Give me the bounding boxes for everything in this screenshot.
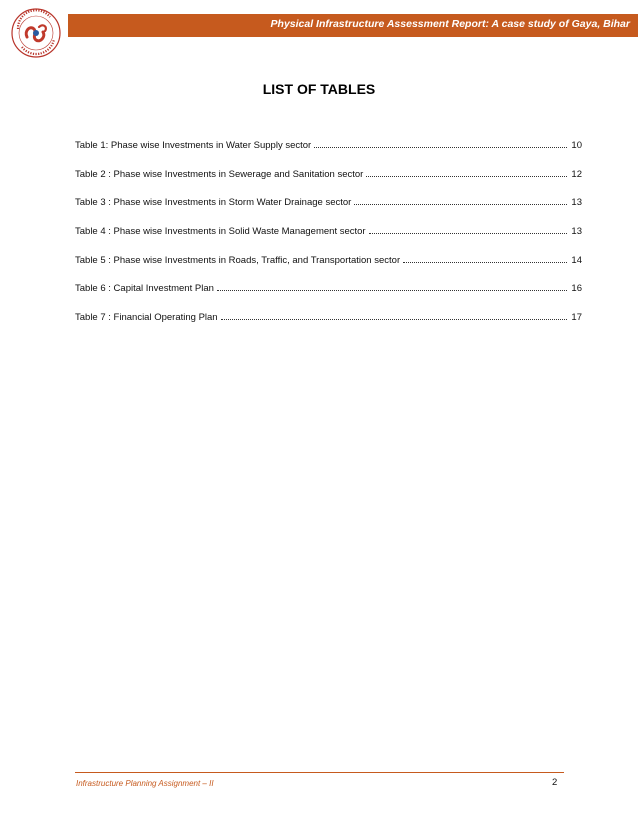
toc-entry-page: 13 <box>571 197 582 209</box>
dot-leader <box>217 282 567 291</box>
toc-entry-label: Table 2 : Phase wise Investments in Sewerage and Sanitation sector <box>75 168 364 180</box>
toc-entry-label: Table 1: Phase wise Investments in Water Supply sector <box>75 140 312 151</box>
page-number: 2 <box>552 777 558 788</box>
list-of-tables <box>75 139 582 340</box>
dot-leader <box>221 311 567 320</box>
toc-entry-label: Table 3 : Phase wise Investments in Storm Water Drainage sector <box>75 197 352 209</box>
toc-entry-label: Table 7 : Financial Operating Plan <box>75 312 218 324</box>
toc-entry-page: 10 <box>571 140 582 151</box>
toc-entry-label: Table 5 : Phase wise Investments in Roads, Traffic, and Transportation sector <box>75 254 401 266</box>
dot-leader <box>403 254 567 263</box>
toc-entry-table-1[interactable] <box>75 139 582 151</box>
toc-entry-page: 13 <box>571 226 582 238</box>
toc-entry-table-7[interactable] <box>75 311 582 323</box>
toc-entry-table-4[interactable] <box>75 225 582 237</box>
toc-entry-table-3[interactable] <box>75 196 582 208</box>
header-title: Physical Infrastructure Assessment Report: A case study of Gaya, Bihar <box>270 18 630 30</box>
toc-entry-label: Table 6 : Capital Investment Plan <box>75 283 214 295</box>
dot-leader <box>366 168 567 177</box>
footer-text: Infrastructure Planning Assignment – II <box>76 779 214 788</box>
toc-entry-table-6[interactable] <box>75 282 582 294</box>
toc-entry-table-2[interactable] <box>75 168 582 180</box>
dot-leader <box>354 196 567 205</box>
header-band <box>68 14 638 37</box>
toc-entry-page: 14 <box>571 254 582 266</box>
page-title: LIST OF TABLES <box>262 81 376 97</box>
toc-entry-page: 16 <box>571 283 582 295</box>
dot-leader <box>314 139 567 148</box>
dot-leader <box>369 225 567 234</box>
institute-seal-icon <box>10 7 62 59</box>
footer-rule <box>75 772 564 773</box>
toc-entry-page: 17 <box>571 312 582 324</box>
toc-entry-page: 12 <box>571 168 582 180</box>
toc-entry-label: Table 4 : Phase wise Investments in Solid Waste Management sector <box>75 226 366 238</box>
toc-entry-table-5[interactable] <box>75 254 582 266</box>
